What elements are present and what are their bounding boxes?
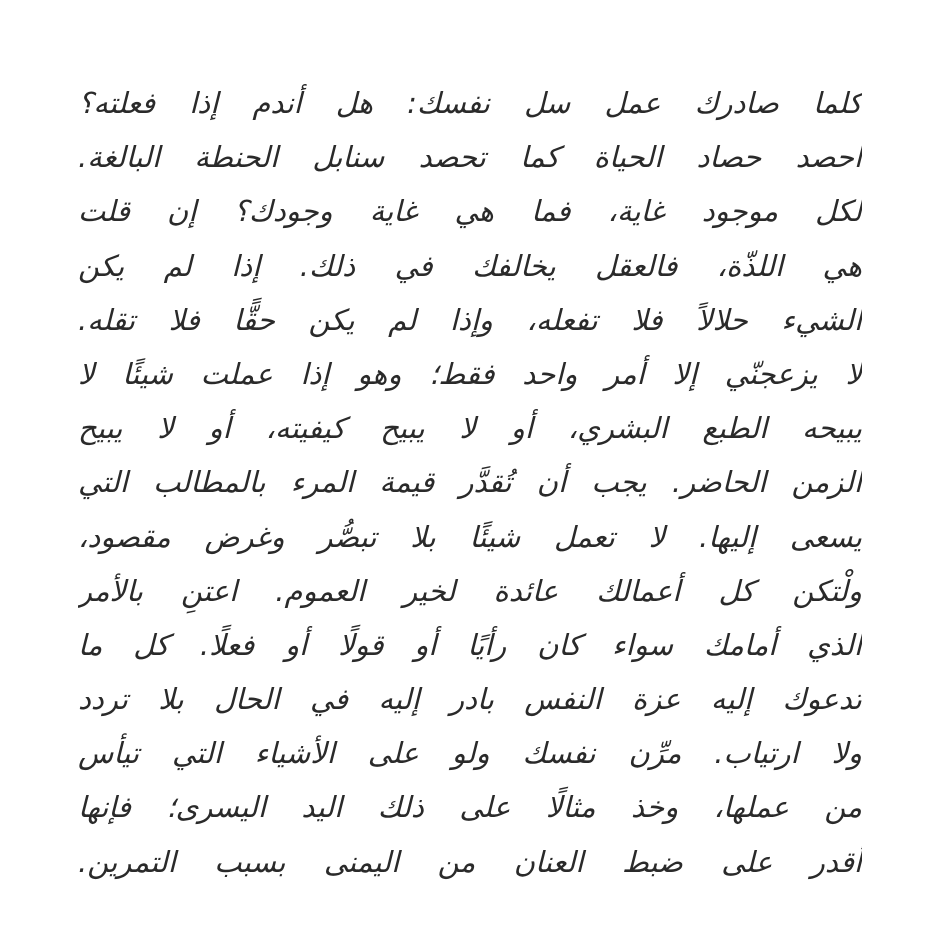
text-line: الذي أمامك سواء كان رأيًا أو قولًا أو فعلًا. كل ما xyxy=(78,627,862,662)
text-line: تدعوك إليه عزة النفس بادر إليه في الحال بلا تردد xyxy=(78,682,862,717)
text-line: لكل موجود غاية، فما هي غاية وجودك؟ إن قلت xyxy=(78,194,862,229)
text-line: هي اللذّة، فالعقل يخالفك في ذلك. إذا لم يكن xyxy=(78,248,862,283)
text-line: لا يزعجنّي إلا أمر واحد فقط؛ وهو إذا عملت شيئًا لا xyxy=(78,356,862,391)
text-line: كلما صادرك عمل سل نفسك: هل أندم إذا فعلته؟ xyxy=(78,86,862,120)
text-line: أقدر على ضبط العنان من اليمنى بسبب التمرين. xyxy=(78,844,862,879)
text-line: يسعى إليها. لا تعمل شيئًا بلا تبصُّر وغرض مقصود، xyxy=(78,519,862,554)
text-line: يبيحه الطبع البشري، أو لا يبيح كيفيته، أو لا يبيح xyxy=(78,411,862,446)
text-line: الزمن الحاضر. يجب أن تُقدَّر قيمة المرء بالمطالب التي xyxy=(78,465,862,500)
text-line: من عملها، وخذ مثالًا على ذلك اليد اليسرى؛ فإنها xyxy=(78,790,862,825)
text-line: الشيء حلالاً فلا تفعله، وإذا لم يكن حقًّا فلا تقله. xyxy=(78,302,862,337)
text-line: احصد حصاد الحياة كما تحصد سنابل الحنطة البالغة. xyxy=(78,140,862,175)
text-block xyxy=(78,76,862,889)
text-line: ولْتكن كل أعمالك عائدة لخير العموم. اعتنِ بالأمر xyxy=(78,573,862,608)
text-line: ولا ارتياب. مرِّن نفسك ولو على الأشياء التي تيأس xyxy=(78,736,862,771)
